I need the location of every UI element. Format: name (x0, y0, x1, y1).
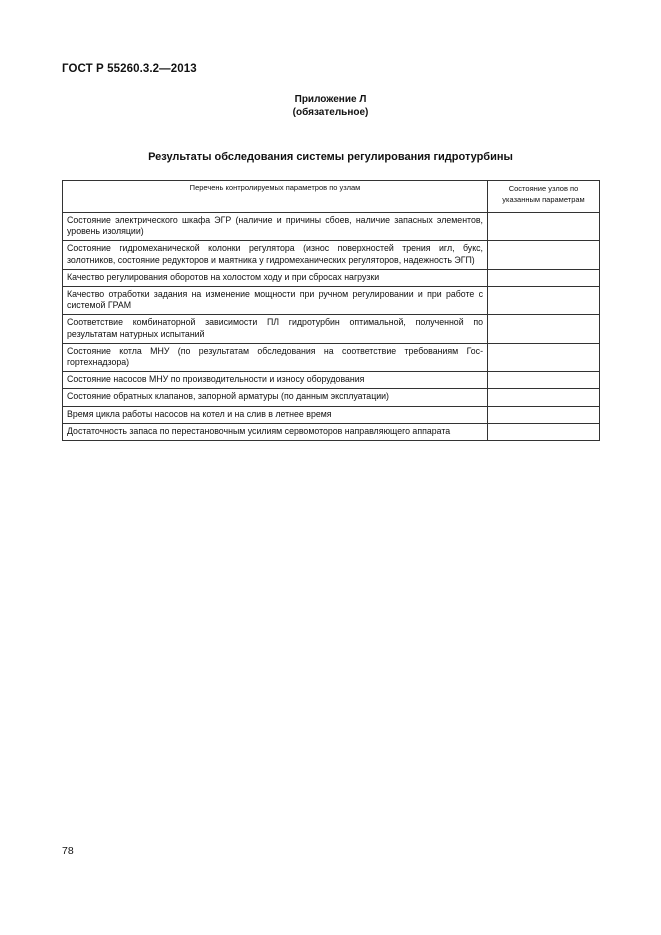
parameter-cell: Качество отработки задания на изменение мощности при ручном регулировании и при работе с системой ГРАМ (63, 287, 488, 315)
state-cell (488, 269, 600, 286)
table-row (63, 389, 600, 406)
state-cell (488, 287, 600, 315)
state-cell (488, 372, 600, 389)
table-row (63, 287, 600, 315)
table-header-row (63, 181, 600, 213)
parameter-cell: Состояние электрического шкафа ЭГР (наличие и причины сбоев, наличие запасных элементов, уровень изоляции) (63, 213, 488, 241)
table-row (63, 406, 600, 423)
state-cell (488, 315, 600, 343)
state-cell (488, 241, 600, 269)
column-header-parameters: Перечень контролируемых параметров по узлам (63, 181, 488, 213)
state-cell (488, 423, 600, 440)
annex-heading (0, 93, 661, 119)
table-row (63, 343, 600, 371)
parameter-cell: Состояние насосов МНУ по производительности и износу оборудования (63, 372, 488, 389)
state-cell (488, 406, 600, 423)
table-row (63, 213, 600, 241)
parameter-cell: Качество регулирования оборотов на холостом ходу и при сбросах нагрузки (63, 269, 488, 286)
table-row (63, 241, 600, 269)
document-title: Результаты обследования системы регулирования гидротурбины (148, 151, 513, 163)
table-row (63, 372, 600, 389)
table-row (63, 269, 600, 286)
table-row (63, 423, 600, 440)
state-cell (488, 213, 600, 241)
annex-title: Приложение Л (294, 94, 367, 105)
parameter-cell: Состояние обратных клапанов, запорной арматуры (по данным эксплуатации) (63, 389, 488, 406)
parameter-cell: Достаточность запаса по перестановочным усилиям сервомоторов направляющего аппарата (63, 423, 488, 440)
state-cell (488, 343, 600, 371)
parameter-cell: Время цикла работы насосов на котел и на слив в летнее время (63, 406, 488, 423)
parameters-table (62, 180, 600, 441)
parameter-cell: Соответствие комбинаторной зависимости ПЛ гидротурбин оптимальной, полученной по результатам натурных испытаний (63, 315, 488, 343)
parameter-cell: Состояние гидромеханической колонки регулятора (износ поверхностей трения игл, букс, золотников, состояние редукторов и маятника у гидромеханических регуляторов, надежность ЭГП) (63, 241, 488, 269)
standard-code: ГОСТ Р 55260.3.2—2013 (62, 63, 197, 75)
page-number: 78 (62, 845, 74, 857)
parameter-cell: Состояние котла МНУ (по результатам обследования на соответствие требованиям Госгортехнадзора) (63, 343, 488, 371)
state-cell (488, 389, 600, 406)
column-header-state: Состояние узлов по указанным параметрам (488, 181, 600, 213)
annex-status: (обязательное) (292, 107, 369, 118)
table-row (63, 315, 600, 343)
